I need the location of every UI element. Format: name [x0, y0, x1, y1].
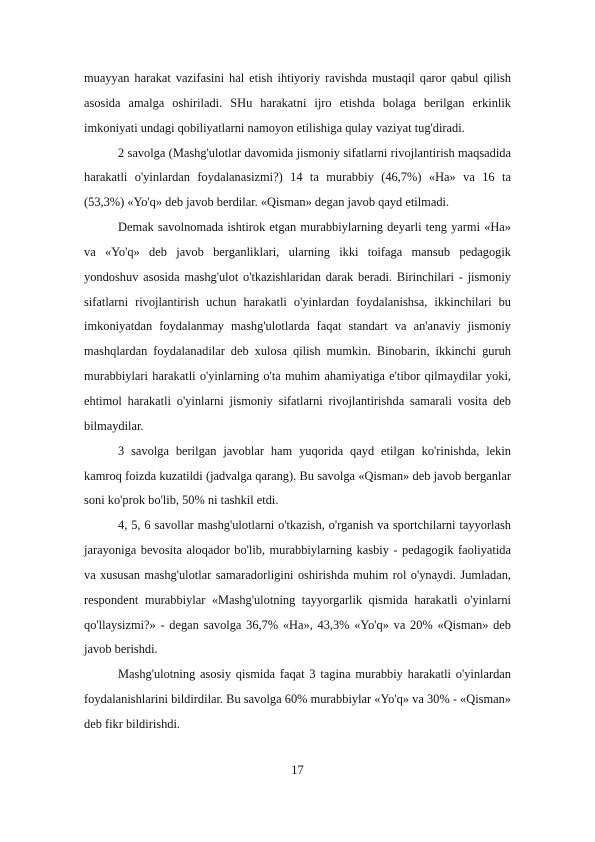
paragraph-6: Mashg'ulotning asosiy qismida faqat 3 tagina murabbiy harakatli o'yinlardan foydalanishlarini bildirdilar. Bu savolga 60% murabbiylar «Yo'q» va 30% - «Qisman» deb fikr bildirishdi. [84, 667, 511, 731]
paragraph-2: 2 savolga (Mashg'ulotlar davomida jismoniy sifatlarni rivojlantirish maqsadida harakatli o'yinlardan foydalanasizmi?) 14 ta murabbiy (46,7%) «Ha» va 16 ta (53,3%) «Yo'q» deb javob berdilar. «Qisman» degan javob qayd etilmadi. [84, 145, 511, 210]
paragraph-1: muayyan harakat vazifasini hal etish ihtiyoriy ravishda mustaqil qaror qabul qilish asosida amalga oshiriladi. SHu harakatni ijro etishda bolaga berilgan erkinlik imkoniyati undagi qobiliyatlarni namoyon etilishiga qulay vaziyat tug'diradi. [84, 71, 511, 135]
paragraph-4: 3 savolga berilgan javoblar ham yuqorida qayd etilgan ko'rinishda, lekin kamroq foizda kuzatildi (jadvalga qarang). Bu savolga «Qisman» deb javob berganlar soni ko'prok bo'lib, 50% ni tashkil etdi. [84, 443, 511, 508]
document-body [84, 66, 511, 737]
paragraph-5: 4, 5, 6 savollar mashg'ulotlarni o'tkazish, o'rganish va sportchilarni tayyorlash jarayoniga bevosita aloqador bo'lib, murabbiylarning kasbiy - pedagogik faoliyatida va xususan mashg'ulotlar samaradorligini oshirishda muhim rol o'ynaydi. Jumladan, respondent murabbiylar «Mashg'ulotning tayyorgarlik qismida harakatli o'yinlarni qo'llaysizmi?» - degan savolga 36,7% «Ha», 43,3% «Yo'q» va 20% «Qisman» deb javob berishdi. [84, 518, 511, 657]
paragraph-3: Demak savolnomada ishtirok etgan murabbiylarning deyarli teng yarmi «Ha» va «Yo'q» deb javob berganliklari, ularning ikki toifaga mansub pedagogik yondoshuv asosida mashg'ulot o'tkazishlaridan darak beradi. Birinchilari - jismoniy sifatlarni rivojlantirish uchun harakatli o'yinlardan foydalanishsa, ikkinchilari bu imkoniyatdan foydalanmay mashg'ulotlarda faqat standart va an'anaviy jismoniy mashqlardan foydalanadilar deb xulosa qilish mumkin. Binobarin, ikkinchi guruh murabbiylari harakatli o'yinlarning o'ta muhim ahamiyatiga e'tibor qilmaydilar yoki, ehtimol harakatli o'yinlarni jismoniy sifatlarni rivojlantirishda samarali vosita deb bilmaydilar. [84, 220, 511, 433]
page-number: 17 [291, 763, 304, 777]
